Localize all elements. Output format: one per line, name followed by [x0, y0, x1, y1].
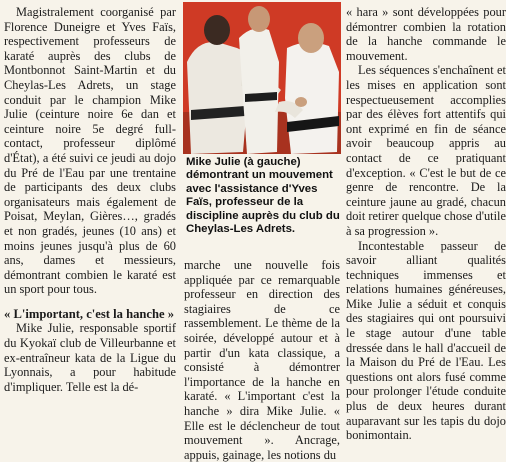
article-paragraph: Les séquences s'enchaînent et les mises en application sont respectueusement accomplies par des élèves fort attentifs qui ont exprimé en fin de séance avoir beaucoup appris au contact de ce pratiquant d'exception. « C'est le but de ce genre de rencontre. De la ceinture jaune au gradé, chacun doit retirer quelque chose d'utile à sa progression ». [346, 63, 506, 238]
article-column-middle [184, 258, 340, 462]
article-column-left [4, 5, 176, 394]
karate-photo-image [183, 2, 341, 154]
article-subheading: « L'important, c'est la hanche » [4, 306, 175, 321]
article-column-right [346, 5, 506, 443]
article-paragraph: Magistralement coorganisé par Florence Duneigre et Yves Faïs, respectivement professeurs de karaté auprès des clubs de Montbonnot Saint-Martin et du Cheylas-Les Adrets, un stage conduit par le champion Mike Julie (ceinture noire 6e dan et ceinture noire 5e degré full-contact, professeur diplômé d'État), a été suivi ce jeudi au dojo du Pré de l'Eau par une trentaine de participants des deux clubs organisateurs mais également de Poisat, Meylan, Gières…, gradés et non gradés, jeunes (10 ans) et moins jeunes jusqu'à plus de 60 ans, dames et messieurs, démontrant combien le karaté est un sport pour tous. [4, 5, 176, 297]
photo-caption: Mike Julie (à gauche) démontrant un mouvement avec l'assistance d'Yves Faïs, professeur de la discipline auprès du club du Cheylas-Les Adrets. [186, 156, 340, 236]
article-paragraph: Mike Julie, responsable sportif du Kyokaï club de Villeurbanne et ex-entraîneur kata de la Ligue du Lyonnais, a pour habitude d'impliquer. Telle est la dé- [4, 321, 176, 394]
article-paragraph: « hara » sont développées pour démontrer combien la rotation de la hanche commande le mouvement. [346, 5, 506, 63]
article-paragraph: marche une nouvelle fois appliquée par ce remarquable professeur en direction des stagiaires de ce rassemblement. Le thème de la soirée, développé autour et à partir d'un kata classique, a consisté à démontrer l'importance de la hanche en karaté. « L'important c'est la hanche » dira Mike Julie. « Elle est le déclencheur de tout mouvement ». Ancrage, appuis, gainage, les notions du [184, 258, 340, 462]
article-paragraph: Incontestable passeur de savoir alliant qualités techniques immenses et relations humaines généreuses, Mike Julie a séduit et conquis des stagiaires qui ont poursuivi le stage autour d'une table dressée dans le hall d'accueil de la Maison du Pré de l'Eau. Les questions ont alors fusé comme pour prolonger l'étude conduite plus de deux heures durant auparavant sur les tapis du dojo bonimontain. [346, 238, 506, 443]
karate-photo [183, 2, 341, 154]
